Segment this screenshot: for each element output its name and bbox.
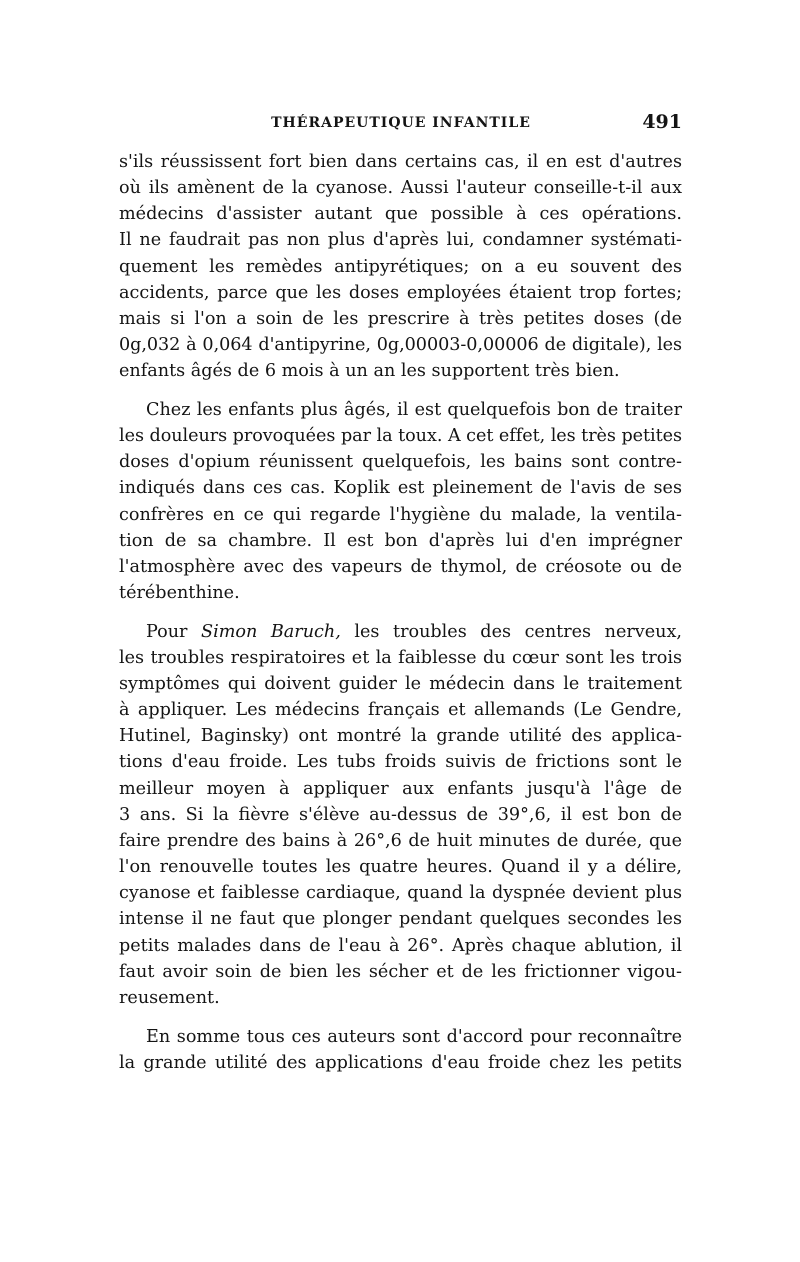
text-line: indiqués dans ces cas. Koplik est pleinement de l'avis de ses <box>119 478 682 499</box>
text-line: 3 ans. Si la fièvre s'élève au-dessus de 39°,6, il est bon de <box>119 804 682 825</box>
text-run: Pour <box>146 621 202 642</box>
text-line: enfants âgés de 6 mois à un an les supportent très bien. <box>119 361 620 382</box>
text-line: tion de sa chambre. Il est bon d'après lui d'en imprégner <box>119 530 682 551</box>
text-line: quement les remèdes antipyrétiques; on a eu souvent des <box>119 256 682 277</box>
text-line: les troubles respiratoires et la faiblesse du cœur sont les trois <box>119 647 682 668</box>
text-line: Chez les enfants plus âgés, il est quelquefois bon de traiter <box>146 399 682 420</box>
paragraph-3 <box>119 619 682 1011</box>
text-line <box>119 619 682 645</box>
text-line: la grande utilité des applications d'eau froide chez les petits <box>119 1052 682 1073</box>
running-title: THÉRAPEUTIQUE INFANTILE <box>271 115 531 131</box>
text-line: l'atmosphère avec des vapeurs de thymol, de créosote ou de <box>119 556 682 577</box>
text-line: médecins d'assister autant que possible à ces opérations. <box>119 204 682 225</box>
text-line: confrères en ce qui regarde l'hygiène du malade, la ventila- <box>119 504 682 525</box>
text-line: doses d'opium réunissent quelquefois, les bains sont contre- <box>119 452 682 473</box>
text-run: les troubles des centres nerveux, <box>340 621 682 642</box>
text-line: où ils amènent de la cyanose. Aussi l'auteur conseille-t-il aux <box>119 178 682 199</box>
text-line: symptômes qui doivent guider le médecin dans le traitement <box>119 673 682 694</box>
text-line: faut avoir soin de bien les sécher et de les frictionner vigou- <box>119 961 682 982</box>
text-line: tions d'eau froide. Les tubs froids suivis de frictions sont le <box>119 752 682 773</box>
text-line: Hutinel, Baginsky) ont montré la grande utilité des applica- <box>119 726 682 747</box>
text-line: petits malades dans de l'eau à 26°. Après chaque ablution, il <box>119 935 682 956</box>
paragraph-4 <box>119 1024 682 1076</box>
text-line: En somme tous ces auteurs sont d'accord pour reconnaître <box>146 1026 682 1047</box>
author-name: Simon Baruch, <box>201 621 341 642</box>
text-line: mais si l'on a soin de les prescrire à très petites doses (de <box>119 308 682 329</box>
text-line: térébenthine. <box>119 583 240 603</box>
text-line: l'on renouvelle toutes les quatre heures. Quand il y a délire, <box>119 857 682 878</box>
text-line: 0g,032 à 0,064 d'antipyrine, 0g,00003-0,00006 de digitale), les <box>119 335 682 356</box>
text-line: meilleur moyen à appliquer aux enfants jusqu'à l'âge de <box>119 778 682 799</box>
text-line: faire prendre des bains à 26°,6 de huit minutes de durée, que <box>119 830 682 851</box>
text-line: accidents, parce que les doses employées étaient trop fortes; <box>119 282 682 303</box>
text-line: à appliquer. Les médecins français et allemands (Le Gendre, <box>119 700 682 721</box>
paragraph-2 <box>119 397 682 606</box>
text-line: cyanose et faiblesse cardiaque, quand la dyspnée devient plus <box>119 883 682 904</box>
text-line: intense il ne faut que plonger pendant quelques secondes les <box>119 909 682 930</box>
page-number: 491 <box>642 111 682 133</box>
text-line: reusement. <box>119 987 220 1008</box>
paragraph-1 <box>119 149 682 384</box>
text-line: les douleurs provoquées par la toux. A cet effet, les très petites <box>119 426 682 447</box>
text-line: Il ne faudrait pas non plus d'après lui, condamner systémati- <box>119 230 682 251</box>
running-header <box>120 111 682 137</box>
text-line: s'ils réussissent fort bien dans certains cas, il en est d'autres <box>119 152 682 172</box>
body-text <box>119 149 682 1076</box>
